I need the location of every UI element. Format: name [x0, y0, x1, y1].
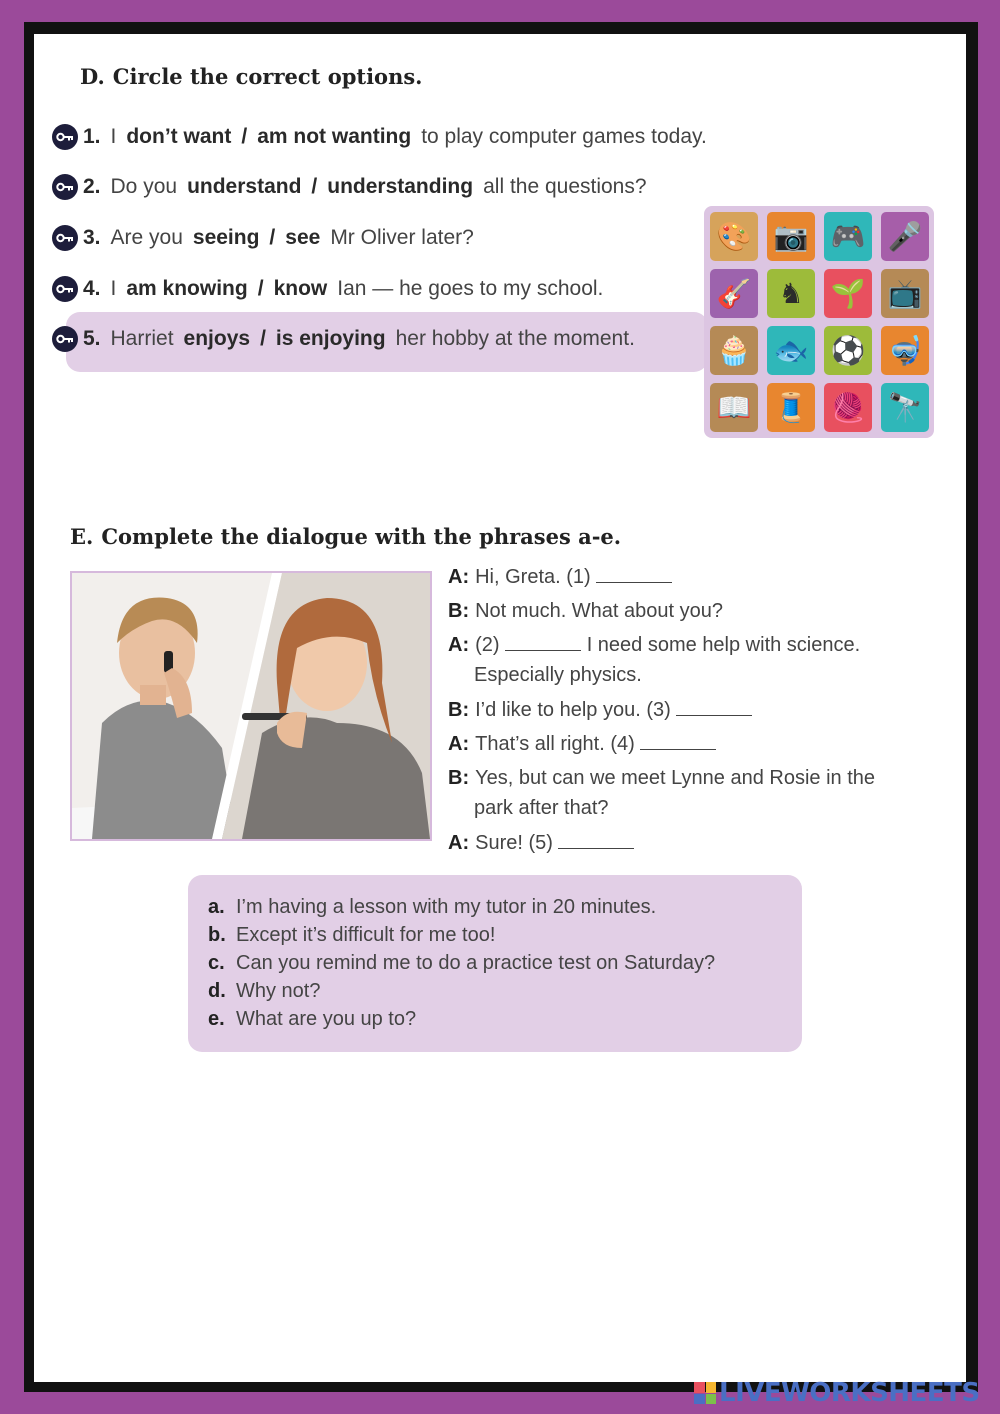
answer-blank[interactable]	[558, 834, 634, 849]
phrase-letter: a.	[208, 896, 225, 918]
option-1[interactable]: understand	[187, 175, 302, 198]
speaker-label: B:	[448, 767, 470, 789]
phrase-option	[208, 952, 715, 975]
option-1[interactable]: seeing	[192, 226, 260, 249]
item-number: 4.	[83, 277, 101, 300]
option-2[interactable]: is enjoying	[275, 327, 386, 350]
speaker-label: A:	[448, 566, 470, 588]
phrase-text: I’m having a lesson with my tutor in 20 minutes.	[236, 896, 657, 918]
section-letter: E.	[70, 524, 94, 549]
dialogue-text: park after that?	[474, 797, 609, 819]
phrase-text: Can you remind me to do a practice test on Saturday?	[236, 952, 716, 974]
speaker-label: A:	[448, 634, 470, 656]
dialogue-line	[448, 634, 860, 657]
item-number: 3.	[83, 226, 101, 249]
dialogue-line	[474, 664, 642, 687]
exercise-item	[52, 225, 474, 251]
answer-blank[interactable]	[676, 701, 752, 716]
phrase-text: Why not?	[236, 980, 321, 1002]
option-separator: /	[269, 226, 276, 249]
dialogue-text-after: I need some help with science.	[586, 634, 861, 656]
speaker-label: B:	[448, 600, 470, 622]
snorkel-icon: 🤿	[881, 326, 929, 375]
dialogue-text: Sure! (5)	[475, 832, 553, 854]
chess-knight-icon: ♞	[767, 269, 815, 318]
item-number: 5.	[83, 327, 101, 350]
option-separator: /	[257, 277, 264, 300]
phrase-letter: c.	[208, 952, 225, 974]
section-title: Complete the dialogue with the phrases a-e.	[101, 524, 622, 549]
football-icon: ⚽	[824, 326, 872, 375]
liveworksheets-logo	[694, 1378, 980, 1408]
guitar-icon: 🎸	[710, 269, 758, 318]
section-letter: D.	[80, 64, 105, 89]
phrases-box	[188, 875, 802, 1052]
dialogue-text: That’s all right. (4)	[475, 733, 635, 755]
answer-blank[interactable]	[596, 568, 672, 583]
cupcake-icon: 🧁	[710, 326, 758, 375]
phrase-text: What are you up to?	[236, 1008, 417, 1030]
item-number: 1.	[83, 125, 101, 148]
dialogue-line	[448, 600, 723, 623]
phrase-letter: e.	[208, 1008, 225, 1030]
phone-call-photo	[70, 571, 432, 841]
phrase-text: Except it’s difficult for me too!	[236, 924, 496, 946]
telescope-icon: 🔭	[881, 383, 929, 432]
option-2[interactable]: am not wanting	[257, 125, 412, 148]
answer-blank[interactable]	[505, 636, 581, 651]
phrase-option	[208, 924, 495, 947]
sewing-icon: 🧵	[767, 383, 815, 432]
phrase-letter: b.	[208, 924, 226, 946]
item-number: 2.	[83, 175, 101, 198]
key-icon[interactable]	[52, 276, 78, 302]
exercise-item	[52, 174, 647, 200]
dialogue-line	[448, 699, 752, 722]
exercise-item	[52, 124, 707, 150]
key-icon[interactable]	[52, 225, 78, 251]
item-text-before: Do you	[110, 175, 178, 198]
section-e-heading	[70, 524, 621, 549]
option-separator: /	[241, 125, 248, 148]
dialogue-line	[448, 767, 875, 790]
option-1[interactable]: don’t want	[126, 125, 232, 148]
dialogue-text: (2)	[475, 634, 500, 656]
speaker-label: A:	[448, 733, 470, 755]
speaker-label: A:	[448, 832, 470, 854]
item-text-after: all the questions?	[483, 175, 647, 198]
microphone-icon: 🎤	[881, 212, 929, 261]
plant-icon: 🌱	[824, 269, 872, 318]
dialogue-line	[474, 797, 609, 820]
dialogue-line	[448, 733, 716, 756]
phrase-option	[208, 1008, 416, 1031]
logo-text: LIVEWORKSHEETS	[719, 1378, 980, 1408]
option-2[interactable]: know	[273, 277, 328, 300]
exercise-item	[52, 276, 603, 302]
key-icon[interactable]	[52, 124, 78, 150]
phrase-option	[208, 980, 320, 1003]
item-text-after: Ian — he goes to my school.	[337, 277, 604, 300]
key-icon[interactable]	[52, 326, 78, 352]
book-icon: 📖	[710, 383, 758, 432]
dialogue-text: Especially physics.	[474, 664, 642, 686]
option-2[interactable]: understanding	[327, 175, 474, 198]
phrase-option	[208, 896, 656, 919]
item-text-before: I	[110, 277, 117, 300]
phrase-letter: d.	[208, 980, 226, 1002]
palette-icon: 🎨	[710, 212, 758, 261]
item-text-before: Are you	[110, 226, 183, 249]
item-text-after: to play computer games today.	[421, 125, 707, 148]
item-text-before: I	[110, 125, 117, 148]
answer-blank[interactable]	[640, 735, 716, 750]
item-text-after: Mr Oliver later?	[330, 226, 474, 249]
dialogue-text: Hi, Greta. (1)	[475, 566, 591, 588]
section-d-heading	[80, 64, 422, 89]
yarn-icon: 🧶	[824, 383, 872, 432]
option-2[interactable]: see	[285, 226, 321, 249]
fishing-icon: 🐟	[767, 326, 815, 375]
option-1[interactable]: am knowing	[126, 277, 248, 300]
item-text-before: Harriet	[110, 327, 174, 350]
option-separator: /	[260, 327, 266, 350]
speaker-label: B:	[448, 699, 470, 721]
dialogue-text: Yes, but can we meet Lynne and Rosie in the	[475, 767, 876, 789]
dialogue-line	[448, 566, 672, 589]
dialogue-text: I’d like to help you. (3)	[475, 699, 671, 721]
key-icon[interactable]	[52, 174, 78, 200]
camera-icon: 📷	[767, 212, 815, 261]
hobby-icons-grid	[704, 206, 934, 438]
section-title: Circle the correct options.	[112, 64, 423, 89]
item-text-after: her hobby at the moment.	[395, 327, 635, 350]
option-separator: /	[311, 175, 318, 198]
logo-icon	[694, 1382, 716, 1404]
gamepad-icon: 🎮	[824, 212, 872, 261]
exercise-item	[52, 326, 635, 352]
dialogue-text: Not much. What about you?	[475, 600, 724, 622]
tv-icon: 📺	[881, 269, 929, 318]
dialogue-line	[448, 832, 634, 855]
option-1[interactable]: enjoys	[183, 327, 251, 350]
